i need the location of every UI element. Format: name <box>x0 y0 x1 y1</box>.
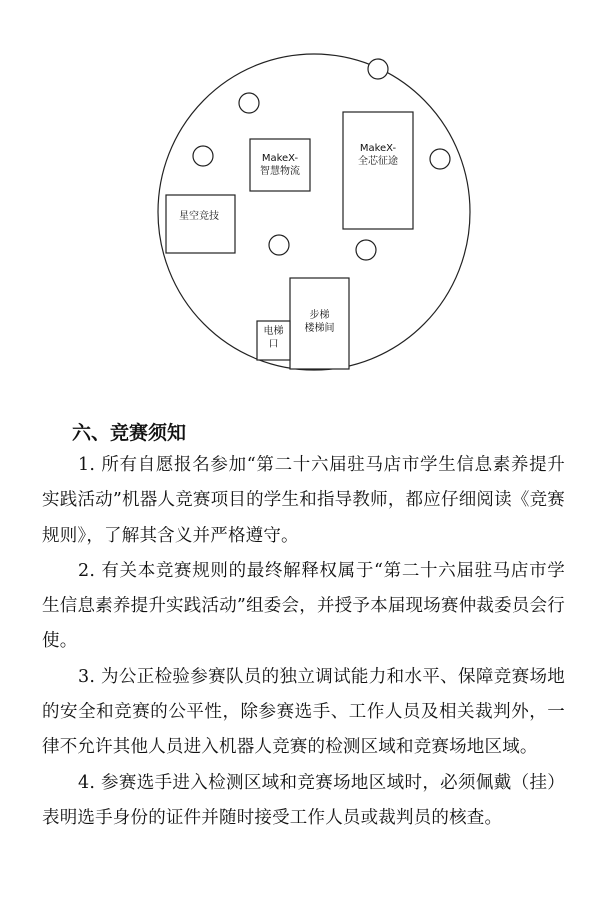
room-label-smart-logistics <box>250 152 310 178</box>
rules-list <box>42 448 565 836</box>
rule-paragraph: 4. 参赛选手进入检测区域和竞赛场地区域时，必须佩戴（挂）表明选手身份的证件并随时接受工作人员或裁判员的核查。 <box>42 772 565 828</box>
room-label-starry-sky <box>166 210 232 223</box>
room-label-line: 楼梯间 <box>304 323 335 334</box>
room-label-full-core <box>343 142 413 168</box>
room-full-core <box>343 112 413 229</box>
room-label-line: 星空竞技 <box>179 211 219 222</box>
pillar <box>368 59 388 79</box>
room-label-line: MakeX- <box>261 153 299 164</box>
rule-paragraph: 1. 所有自愿报名参加“第二十六届驻马店市学生信息素养提升实践活动”机器人竞赛项目的学生和指导教师，都应仔细阅读《竞赛规则》，了解其含义并严格遵守。 <box>42 455 565 546</box>
section-title: 六、竞赛须知 <box>72 422 187 444</box>
room-label-line: 步梯 <box>309 310 330 321</box>
pillar <box>269 235 289 255</box>
room-label-line: MakeX- <box>359 143 397 154</box>
room-label-line: 电梯 <box>263 326 284 337</box>
rule-paragraph: 2. 有关本竞赛规则的最终解释权属于“第二十六届驻马店市学生信息素养提升实践活动”组委会，并授予本届现场赛仲裁委员会行使。 <box>42 560 565 652</box>
room-label-line: 口 <box>268 339 279 350</box>
floor-plan-drawing <box>0 0 600 405</box>
rule-paragraph: 3. 为公正检验参赛队员的独立调试能力和水平、保障竞赛场地的安全和竞赛的公平性，除参赛选手、工作人员及相关裁判外，一律不允许其他人员进入机器人竞赛的检测区域和竞赛场地区域。 <box>42 666 565 758</box>
pillar <box>356 240 376 260</box>
room-label-stairs <box>290 309 349 335</box>
room-label-elevator <box>257 325 290 351</box>
pillar <box>193 146 213 166</box>
pillar <box>239 93 259 113</box>
room-label-line: 智慧物流 <box>260 166 300 177</box>
pillar <box>430 149 450 169</box>
room-starry-sky <box>166 195 235 253</box>
floor-plan-diagram <box>0 0 600 405</box>
room-label-line: 全芯征途 <box>358 156 398 167</box>
